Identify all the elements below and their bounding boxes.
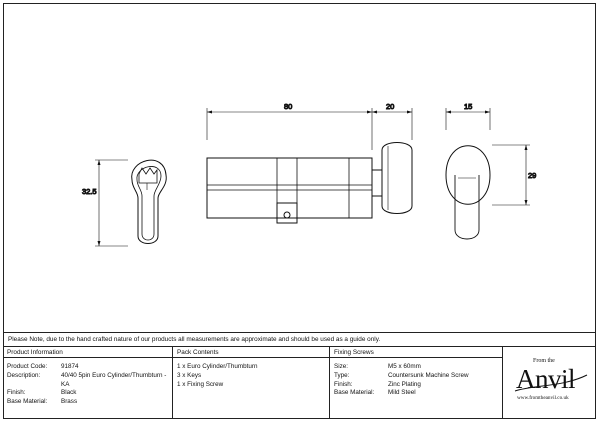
logo-small-text: From the [533, 358, 555, 364]
fixing-screws-column [330, 347, 503, 419]
row-value: M5 x 60mm [388, 363, 421, 370]
row-value: 91874 [61, 363, 79, 370]
description-row [7, 372, 172, 390]
cylinder-profile-view [132, 160, 167, 243]
finish-row [7, 389, 172, 398]
row-label: Description: [7, 371, 41, 379]
row-label: Base Material: [334, 389, 375, 397]
dimension-lines [95, 108, 530, 246]
from-the-anvil-logo [503, 347, 596, 419]
dim-thumbturn-height-label: 29 [528, 171, 537, 180]
row-value: Countersunk Machine Screw [388, 371, 469, 379]
row-label: Finish: [7, 389, 26, 397]
row-label: Size: [334, 363, 348, 370]
row-value: 40/40 5pin Euro Cylinder/Thumbturn - KA [61, 371, 167, 388]
row-value: Black [61, 389, 77, 397]
logo-url: www.fromtheanvil.co.uk [517, 395, 569, 401]
pack-contents-heading: Pack Contents [173, 347, 329, 358]
screw-base-material-row [334, 389, 502, 398]
pack-contents-column [173, 347, 330, 419]
row-value: Zinc Plating [388, 380, 421, 388]
fixing-screws-heading: Fixing Screws [330, 347, 502, 358]
screw-type-row [334, 372, 502, 381]
dim-length-label: 80 [284, 102, 293, 111]
info-table [3, 346, 596, 419]
cylinder-front-view [207, 143, 412, 224]
pack-item: 1 x Fixing Screw [177, 380, 224, 388]
pack-item: 3 x Keys [177, 371, 202, 379]
base-material-row [7, 398, 172, 407]
product-code-row [7, 363, 172, 372]
dim-thumbturn-width-label: 15 [464, 102, 473, 111]
row-label: Finish: [334, 380, 353, 388]
product-information-column [3, 347, 173, 419]
row-label: Type: [334, 371, 350, 379]
dim-thumbturn-extension-label: 20 [386, 102, 395, 111]
row-value: Mild Steel [388, 389, 416, 397]
logo-wordmark: Anvil [516, 364, 576, 394]
pack-item: 1 x Euro Cylinder/Thumbturn [177, 363, 258, 370]
row-value: Brass [61, 398, 78, 406]
row-label: Product Code: [7, 363, 48, 370]
row-label: Base Material: [7, 398, 48, 406]
product-information-heading: Product Information [3, 347, 172, 358]
thumbturn-side-view [446, 146, 490, 239]
screw-size-row [334, 363, 502, 372]
screw-finish-row [334, 381, 502, 390]
disclaimer-note: Please Note, due to the hand crafted nature of our products all measurements are approximate and should be used as a guide only. [3, 332, 596, 346]
dim-profile-height-label: 32.5 [82, 187, 97, 196]
